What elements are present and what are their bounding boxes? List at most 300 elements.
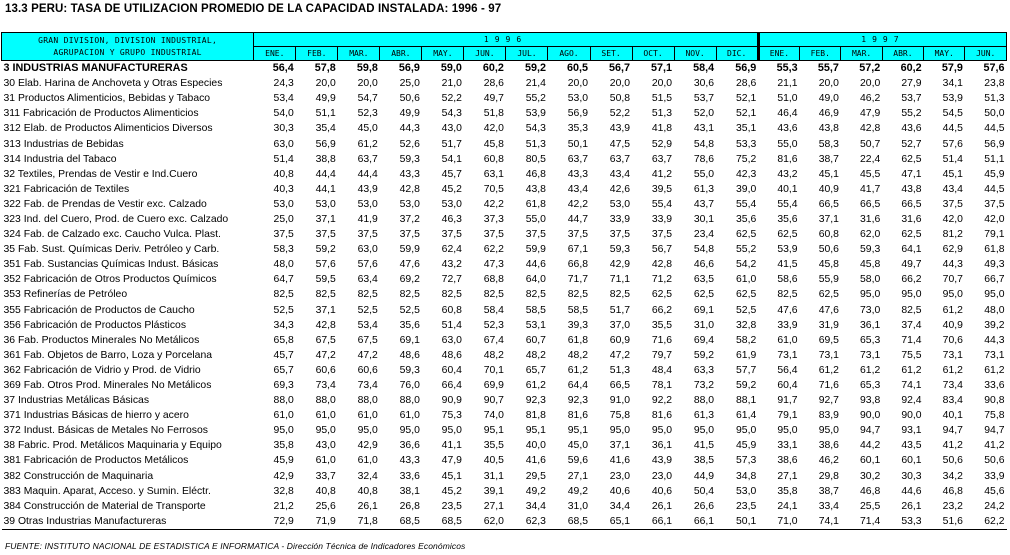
value-cell: 88,0 <box>399 395 420 407</box>
value-cell: 46,8 <box>860 485 881 497</box>
row-label: 30 Elab. Harina de Anchoveta y Otras Especies <box>3 78 223 90</box>
value-cell: 80,5 <box>525 153 546 165</box>
value-cell: 50,0 <box>984 108 1005 120</box>
table-row <box>2 333 1007 348</box>
value-cell: 62,0 <box>860 229 881 241</box>
value-cell: 59,3 <box>399 364 420 376</box>
value-cell: 33,9 <box>777 319 798 331</box>
value-cell: 90,9 <box>441 395 462 407</box>
value-cell: 53,0 <box>441 198 462 210</box>
value-cell: 62,9 <box>942 244 963 256</box>
table-row <box>2 106 1007 121</box>
month-header-1997: ENE. <box>758 47 799 61</box>
value-cell: 52,5 <box>273 304 294 316</box>
table-row <box>2 423 1007 438</box>
value-cell: 63,0 <box>357 244 378 256</box>
value-cell: 21,0 <box>441 78 462 90</box>
month-header-1996: DIC. <box>716 47 758 61</box>
value-cell: 30,2 <box>860 470 881 482</box>
value-cell: 82,5 <box>777 289 798 301</box>
value-cell: 46,2 <box>818 455 839 467</box>
value-cell: 38,7 <box>818 485 839 497</box>
value-cell: 23,0 <box>609 470 631 482</box>
row-label: 384 Construcción de Material de Transporte <box>3 500 206 512</box>
value-cell: 40,1 <box>942 410 963 422</box>
value-cell: 54,3 <box>441 108 462 120</box>
value-cell: 47,1 <box>901 168 922 180</box>
value-cell: 25,5 <box>860 500 881 512</box>
value-cell: 59,3 <box>609 244 631 256</box>
value-cell: 32,8 <box>273 485 294 497</box>
value-cell: 43,0 <box>441 123 462 135</box>
value-cell: 43,9 <box>609 123 631 135</box>
row-label: 323 Ind. del Cuero, Prod. de Cuero exc. Calzado <box>3 213 229 225</box>
value-cell: 61,9 <box>736 349 757 361</box>
value-cell: 63,3 <box>693 364 715 376</box>
value-cell: 48,4 <box>651 364 673 376</box>
row-label: 352 Fabricación de Otros Productos Químicos <box>3 274 217 286</box>
value-cell: 60,8 <box>483 153 504 165</box>
value-cell: 61,8 <box>525 198 546 210</box>
value-cell: 88,0 <box>693 395 715 407</box>
value-cell: 45,8 <box>483 138 504 150</box>
value-cell: 31,1 <box>483 470 504 482</box>
value-cell: 49,7 <box>483 93 504 105</box>
value-cell: 55,0 <box>777 138 798 150</box>
value-cell: 25,6 <box>315 500 336 512</box>
value-cell: 57,6 <box>965 61 1007 77</box>
value-cell: 61,0 <box>777 334 798 346</box>
value-cell: 66,5 <box>901 198 922 210</box>
value-cell: 61,0 <box>315 410 336 422</box>
value-cell: 28,6 <box>736 78 757 90</box>
value-cell: 43,8 <box>901 183 922 195</box>
value-cell: 37,5 <box>567 229 588 241</box>
value-cell: 73,1 <box>942 349 963 361</box>
value-cell: 54,8 <box>693 138 715 150</box>
value-cell: 56,9 <box>380 61 422 77</box>
value-cell: 60,2 <box>464 61 506 77</box>
value-cell: 47,6 <box>399 259 420 271</box>
value-cell: 58,6 <box>777 274 798 286</box>
value-cell: 54,3 <box>525 123 546 135</box>
value-cell: 50,4 <box>693 485 715 497</box>
value-cell: 34,1 <box>942 78 963 90</box>
value-cell: 61,0 <box>315 455 336 467</box>
month-header-1996: NOV. <box>674 47 716 61</box>
value-cell: 70,7 <box>942 274 963 286</box>
value-cell: 73,4 <box>942 380 963 392</box>
value-cell: 37,5 <box>399 229 420 241</box>
value-cell: 58,4 <box>483 304 504 316</box>
value-cell: 61,0 <box>357 410 378 422</box>
value-cell: 69,5 <box>818 334 839 346</box>
value-cell: 57,6 <box>942 138 963 150</box>
value-cell: 48,2 <box>567 349 588 361</box>
value-cell: 61,0 <box>399 410 420 422</box>
value-cell: 22,4 <box>860 153 881 165</box>
value-cell: 42,0 <box>984 213 1005 225</box>
value-cell: 26,1 <box>901 500 922 512</box>
row-label: 383 Maquin. Aparat, Acceso. y Sumin. Eléctr. <box>3 485 211 497</box>
value-cell: 40,0 <box>525 440 546 452</box>
value-cell: 43,6 <box>777 123 798 135</box>
value-cell: 81,8 <box>525 410 546 422</box>
table-row <box>2 287 1007 302</box>
row-label: 381 Fabricación de Productos Metálicos <box>3 455 189 467</box>
value-cell: 35,8 <box>777 485 798 497</box>
value-cell: 49,3 <box>984 259 1005 271</box>
value-cell: 73,1 <box>777 349 798 361</box>
value-cell: 38,7 <box>818 153 839 165</box>
row-label: 321 Fabricación de Textiles <box>3 183 130 195</box>
value-cell: 30,3 <box>901 470 922 482</box>
value-cell: 25,0 <box>273 213 294 225</box>
month-header-1996: ABR. <box>380 47 422 61</box>
value-cell: 63,0 <box>273 138 294 150</box>
value-cell: 30,1 <box>693 213 715 225</box>
value-cell: 51,0 <box>777 93 798 105</box>
value-cell: 40,3 <box>273 183 294 195</box>
value-cell: 48,6 <box>441 349 462 361</box>
value-cell: 38,6 <box>818 440 839 452</box>
table-row <box>2 152 1007 167</box>
value-cell: 55,0 <box>693 168 715 180</box>
value-cell: 95,0 <box>777 425 798 437</box>
value-cell: 53,4 <box>357 319 378 331</box>
value-cell: 37,5 <box>609 229 631 241</box>
value-cell: 71,6 <box>651 334 673 346</box>
value-cell: 73,2 <box>693 380 715 392</box>
value-cell: 71,4 <box>841 514 882 530</box>
value-cell: 47,2 <box>609 349 631 361</box>
value-cell: 37,5 <box>315 229 336 241</box>
value-cell: 95,0 <box>441 425 462 437</box>
row-label: 39 Otras Industrias Manufactureras <box>2 514 254 530</box>
row-label: 314 Industria del Tabaco <box>3 153 117 165</box>
value-cell: 37,5 <box>651 229 673 241</box>
table-row <box>2 136 1007 151</box>
value-cell: 81,6 <box>777 153 798 165</box>
value-cell: 95,0 <box>651 425 673 437</box>
value-cell: 53,0 <box>736 485 757 497</box>
value-cell: 36,6 <box>399 440 420 452</box>
value-cell: 47,2 <box>357 349 378 361</box>
value-cell: 83,4 <box>942 395 963 407</box>
value-cell: 95,0 <box>609 425 631 437</box>
value-cell: 43,9 <box>357 183 378 195</box>
row-label: 322 Fab. de Prendas de Vestir exc. Calzado <box>3 198 207 210</box>
value-cell: 50,1 <box>567 138 588 150</box>
value-cell: 52,5 <box>399 304 420 316</box>
value-cell: 45,1 <box>818 168 839 180</box>
value-cell: 42,9 <box>357 440 378 452</box>
month-header-1996: AGO. <box>548 47 590 61</box>
value-cell: 79,1 <box>777 410 798 422</box>
row-label: 324 Fab. de Calzado exc. Caucho Vulca. Plast. <box>3 229 221 241</box>
value-cell: 43,5 <box>901 440 922 452</box>
row-label: 312 Elab. de Productos Alimenticios Diversos <box>3 123 213 135</box>
value-cell: 61,2 <box>860 364 881 376</box>
value-cell: 63,1 <box>483 168 504 180</box>
value-cell: 51,6 <box>924 514 965 530</box>
value-cell: 33,1 <box>777 440 798 452</box>
table-row <box>2 76 1007 91</box>
value-cell: 44,5 <box>984 123 1005 135</box>
value-cell: 70,6 <box>942 334 963 346</box>
value-cell: 56,9 <box>567 108 588 120</box>
value-cell: 35,6 <box>399 319 420 331</box>
value-cell: 45,5 <box>860 168 881 180</box>
value-cell: 45,8 <box>860 259 881 271</box>
value-cell: 55,4 <box>777 198 798 210</box>
row-label: 351 Fab. Sustancias Químicas Indust. Básicas <box>3 259 219 271</box>
value-cell: 41,2 <box>984 440 1005 452</box>
value-cell: 53,7 <box>901 93 922 105</box>
value-cell: 34,4 <box>609 500 631 512</box>
value-cell: 79,7 <box>651 349 673 361</box>
value-cell: 40,9 <box>942 319 963 331</box>
value-cell: 79,1 <box>984 229 1005 241</box>
table-row <box>2 514 1007 530</box>
value-cell: 55,7 <box>800 61 841 77</box>
value-cell: 38,1 <box>399 485 420 497</box>
row-label: 382 Construcción de Maquinaria <box>3 470 154 482</box>
value-cell: 52,1 <box>736 93 757 105</box>
value-cell: 41,2 <box>651 168 673 180</box>
value-cell: 53,9 <box>525 108 546 120</box>
value-cell: 51,3 <box>525 138 546 150</box>
value-cell: 37,1 <box>315 213 336 225</box>
value-cell: 39,3 <box>567 319 588 331</box>
value-cell: 45,2 <box>441 485 462 497</box>
value-cell: 95,0 <box>984 289 1005 301</box>
value-cell: 51,3 <box>984 93 1005 105</box>
value-cell: 93,1 <box>901 425 922 437</box>
table-row <box>2 499 1007 514</box>
value-cell: 44,5 <box>942 123 963 135</box>
value-cell: 74,0 <box>483 410 504 422</box>
value-cell: 71,9 <box>296 514 338 530</box>
value-cell: 24,2 <box>984 500 1005 512</box>
value-cell: 42,2 <box>567 198 588 210</box>
month-header-1996: SET. <box>590 47 632 61</box>
value-cell: 37,5 <box>483 229 504 241</box>
value-cell: 95,0 <box>942 289 963 301</box>
value-cell: 23,0 <box>651 470 673 482</box>
value-cell: 40,6 <box>609 485 631 497</box>
header-label-line1: GRAN DIVISION, DIVISION INDUSTRIAL, <box>38 35 218 45</box>
value-cell: 41,1 <box>441 440 462 452</box>
value-cell: 44,3 <box>984 334 1005 346</box>
value-cell: 35,3 <box>567 123 588 135</box>
value-cell: 33,9 <box>609 213 631 225</box>
value-cell: 44,4 <box>315 168 336 180</box>
table-row <box>2 363 1007 378</box>
value-cell: 30,6 <box>693 78 715 90</box>
value-cell: 94,7 <box>860 425 881 437</box>
value-cell: 20,0 <box>357 78 378 90</box>
value-cell: 59,8 <box>338 61 380 77</box>
value-cell: 26,8 <box>399 500 420 512</box>
value-cell: 61,2 <box>901 364 922 376</box>
value-cell: 53,3 <box>882 514 923 530</box>
value-cell: 41,5 <box>693 440 715 452</box>
value-cell: 52,5 <box>736 304 757 316</box>
value-cell: 92,3 <box>567 395 588 407</box>
value-cell: 29,5 <box>525 470 546 482</box>
value-cell: 59,3 <box>860 244 881 256</box>
value-cell: 95,0 <box>860 289 881 301</box>
value-cell: 27,9 <box>901 78 922 90</box>
value-cell: 82,5 <box>399 289 420 301</box>
value-cell: 37,5 <box>273 229 294 241</box>
value-cell: 52,5 <box>357 304 378 316</box>
value-cell: 45,9 <box>273 455 294 467</box>
value-cell: 63,7 <box>609 153 631 165</box>
value-cell: 56,9 <box>315 138 336 150</box>
value-cell: 47,6 <box>777 304 798 316</box>
value-cell: 59,9 <box>525 244 546 256</box>
value-cell: 83,9 <box>818 410 839 422</box>
value-cell: 47,6 <box>818 304 839 316</box>
year-1997-header: 1997 <box>758 33 1006 47</box>
value-cell: 20,0 <box>609 78 631 90</box>
value-cell: 90,8 <box>984 395 1005 407</box>
value-cell: 57,3 <box>736 455 757 467</box>
value-cell: 88,0 <box>357 395 378 407</box>
value-cell: 63,7 <box>567 153 588 165</box>
value-cell: 44,6 <box>525 259 546 271</box>
value-cell: 62,5 <box>736 229 757 241</box>
value-cell: 61,2 <box>942 364 963 376</box>
value-cell: 62,5 <box>693 289 715 301</box>
value-cell: 21,2 <box>273 500 294 512</box>
value-cell: 61,2 <box>984 364 1005 376</box>
value-cell: 44,1 <box>315 183 336 195</box>
value-cell: 50,7 <box>860 138 881 150</box>
value-cell: 26,1 <box>357 500 378 512</box>
value-cell: 38,8 <box>315 153 336 165</box>
value-cell: 44,3 <box>942 259 963 271</box>
value-cell: 88,0 <box>273 395 294 407</box>
total-row <box>2 61 1007 77</box>
value-cell: 61,0 <box>736 274 757 286</box>
value-cell: 54,5 <box>942 108 963 120</box>
value-cell: 55,2 <box>736 244 757 256</box>
value-cell: 45,7 <box>441 168 462 180</box>
value-cell: 64,4 <box>567 380 588 392</box>
value-cell: 56,7 <box>651 244 673 256</box>
value-cell: 82,5 <box>273 289 294 301</box>
value-cell: 55,9 <box>818 274 839 286</box>
value-cell: 60,8 <box>441 304 462 316</box>
value-cell: 65,7 <box>273 364 294 376</box>
value-cell: 70,1 <box>483 364 504 376</box>
value-cell: 94,7 <box>984 425 1005 437</box>
value-cell: 20,0 <box>860 78 881 90</box>
row-label: 3 INDUSTRIAS MANUFACTURERAS <box>2 61 254 77</box>
value-cell: 27,1 <box>777 470 798 482</box>
value-cell: 42,9 <box>609 259 631 271</box>
value-cell: 24,3 <box>273 78 294 90</box>
value-cell: 53,9 <box>777 244 798 256</box>
value-cell: 43,4 <box>567 183 588 195</box>
table-row <box>2 197 1007 212</box>
value-cell: 90,7 <box>483 395 504 407</box>
value-cell: 94,7 <box>942 425 963 437</box>
source-note: FUENTE: INSTITUTO NACIONAL DE ESTADISTICA E INFORMATICA - Dirección Técnica de Indicadores Económicos <box>5 541 466 551</box>
value-cell: 53,4 <box>273 93 294 105</box>
value-cell: 30,3 <box>273 123 294 135</box>
value-cell: 31,0 <box>693 319 715 331</box>
value-cell: 55,3 <box>758 61 799 77</box>
value-cell: 92,3 <box>525 395 546 407</box>
value-cell: 58,3 <box>273 244 294 256</box>
value-cell: 66,1 <box>674 514 716 530</box>
value-cell: 71,7 <box>567 274 588 286</box>
value-cell: 64,7 <box>273 274 294 286</box>
table-header <box>2 33 1007 61</box>
value-cell: 73,0 <box>860 304 881 316</box>
value-cell: 92,7 <box>818 395 839 407</box>
value-cell: 62,2 <box>483 244 504 256</box>
value-cell: 55,4 <box>651 198 673 210</box>
month-header-1996: ENE. <box>254 47 296 61</box>
value-cell: 43,6 <box>901 123 922 135</box>
value-cell: 68,8 <box>483 274 504 286</box>
month-header-1997: MAR. <box>841 47 882 61</box>
value-cell: 92,4 <box>901 395 922 407</box>
row-label: 353 Refinerías de Petróleo <box>3 289 128 301</box>
value-cell: 51,4 <box>273 153 294 165</box>
value-cell: 41,7 <box>860 183 881 195</box>
value-cell: 74,1 <box>800 514 841 530</box>
table-row <box>2 408 1007 423</box>
value-cell: 93,8 <box>860 395 881 407</box>
value-cell: 59,9 <box>399 244 420 256</box>
value-cell: 53,3 <box>736 138 757 150</box>
value-cell: 81,6 <box>567 410 588 422</box>
value-cell: 52,9 <box>651 138 673 150</box>
value-cell: 33,7 <box>315 470 336 482</box>
row-label: 356 Fabricación de Productos Plásticos <box>3 319 187 331</box>
value-cell: 90,0 <box>901 410 922 422</box>
value-cell: 46,9 <box>818 108 839 120</box>
value-cell: 34,4 <box>525 500 546 512</box>
value-cell: 74,1 <box>901 380 922 392</box>
row-label: 355 Fabricación de Productos de Caucho <box>3 304 195 316</box>
value-cell: 62,5 <box>901 153 922 165</box>
value-cell: 50,6 <box>942 455 963 467</box>
value-cell: 63,5 <box>693 274 715 286</box>
value-cell: 47,9 <box>441 455 462 467</box>
table-row <box>2 212 1007 227</box>
value-cell: 66,5 <box>818 198 839 210</box>
value-cell: 62,5 <box>777 229 798 241</box>
value-cell: 39,1 <box>483 485 504 497</box>
value-cell: 73,1 <box>860 349 881 361</box>
value-cell: 82,5 <box>609 289 631 301</box>
value-cell: 51,1 <box>315 108 336 120</box>
value-cell: 52,2 <box>441 93 462 105</box>
value-cell: 21,1 <box>777 78 798 90</box>
value-cell: 95,0 <box>399 425 420 437</box>
row-label: 37 Industrias Metálicas Básicas <box>3 395 150 407</box>
value-cell: 51,4 <box>942 153 963 165</box>
value-cell: 55,4 <box>736 198 757 210</box>
value-cell: 46,8 <box>942 485 963 497</box>
